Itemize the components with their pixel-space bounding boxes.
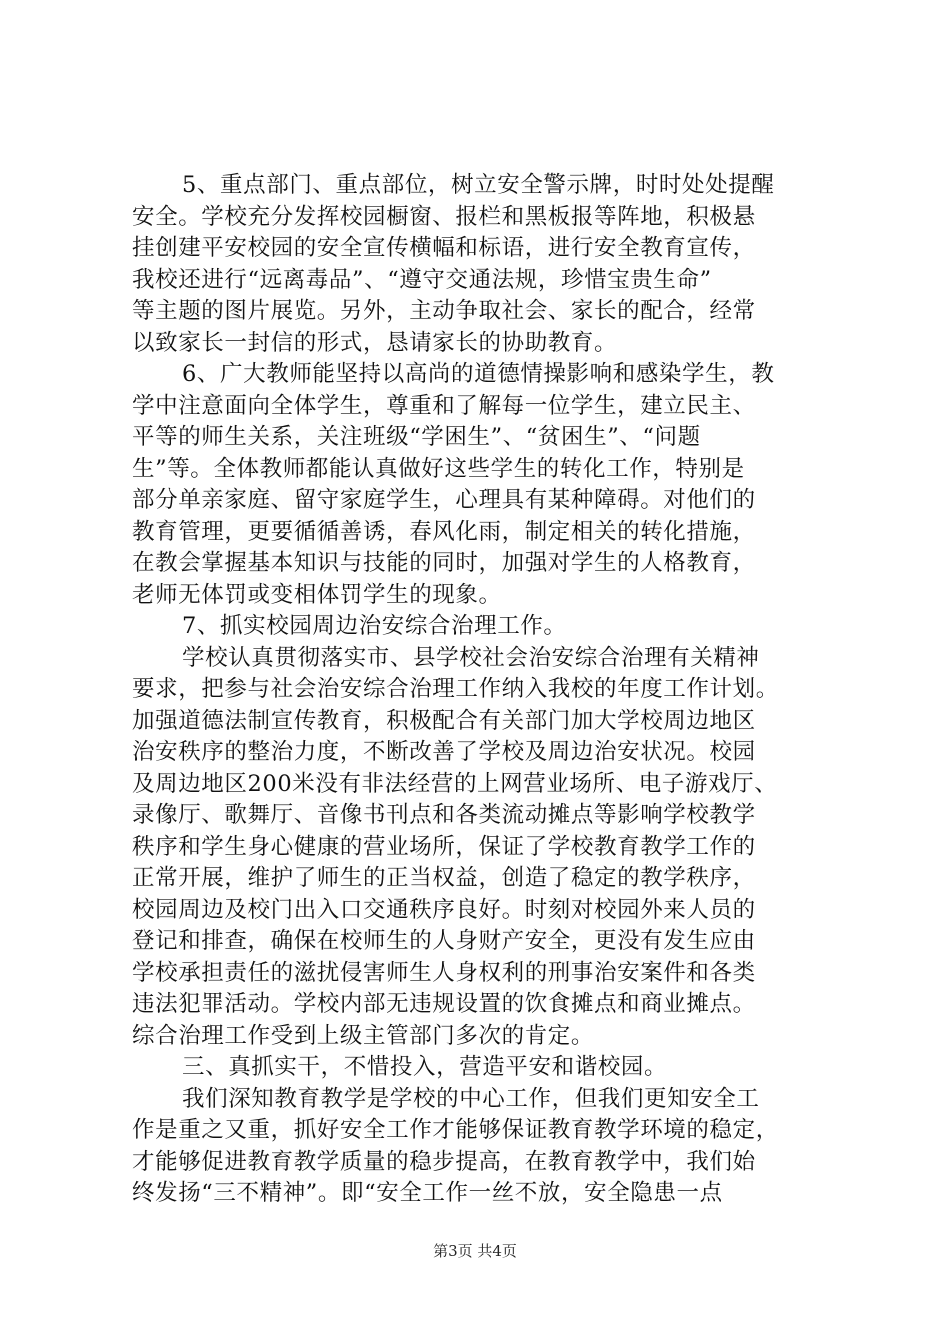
text-line: 校园周边及校门出入口交通秩序良好。时刻对校园外来人员的	[132, 896, 756, 923]
text-line: 才能够促进教育教学质量的稳步提高，在教育教学中，我们始	[132, 1148, 756, 1175]
text-line: 综合治理工作受到上级主管部门多次的肯定。	[132, 1022, 595, 1049]
text-line: 作是重之又重，抓好安全工作才能够保证教育教学环境的稳定，	[132, 1117, 779, 1143]
text-line: 老师无体罚或变相体罚学生的现象。	[132, 581, 502, 608]
text-line: 三、真抓实干，不惜投入，营造平安和谐校园。	[182, 1054, 668, 1080]
page-footer	[0, 1241, 950, 1261]
text-line: 要求，把参与社会治安综合治理工作纳入我校的年度工作计划。	[132, 676, 779, 702]
text-line: 正常开展，维护了师生的正当权益，创造了稳定的教学秩序，	[132, 865, 756, 891]
body-text	[132, 170, 886, 1210]
text-line: 终发扬“三不精神”。即“安全工作一丝不放，安全隐患一点	[132, 1180, 723, 1206]
text-line: 等主题的图片展览。另外，主动争取社会、家长的配合，经常	[132, 298, 756, 324]
text-line: 及周边地区200米没有非法经营的上网营业场所、电子游戏厅、	[132, 770, 778, 797]
text-line: 学校承担责任的滋扰侵害师生人身权利的刑事治安案件和各类	[132, 959, 756, 986]
text-line: 我校还进行“远离毒品”、“遵守交通法规，珍惜宝贵生命”	[132, 266, 712, 293]
text-line: 平等的师生关系，关注班级“学困生”、“贫困生”、“问题	[132, 424, 701, 450]
text-line: 以致家长一封信的形式，恳请家长的协助教育。	[132, 329, 618, 356]
text-line: 录像厅、歌舞厅、音像书刊点和各类流动摊点等影响学校教学	[132, 802, 756, 828]
text-line: 教育管理，更要循循善诱，春风化雨，制定相关的转化措施，	[132, 518, 756, 545]
page-number: 第3页 共4页	[433, 1242, 517, 1260]
text-line: 违法犯罪活动。学校内部无违规设置的饮食摊点和商业摊点。	[132, 991, 756, 1017]
text-line: 部分单亲家庭、留守家庭学生，心理具有某种障碍。对他们的	[132, 487, 756, 513]
text-line: 7、抓实校园周边治安综合治理工作。	[182, 613, 567, 639]
text-line: 加强道德法制宣传教育，积极配合有关部门加大学校周边地区	[132, 707, 756, 734]
text-line: 学中注意面向全体学生，尊重和了解每一位学生，建立民主、	[132, 392, 756, 419]
text-line: 6、广大教师能坚持以高尚的道德情操影响和感染学生，教	[182, 361, 775, 387]
text-line: 秩序和学生身心健康的营业场所，保证了学校教育教学工作的	[132, 833, 756, 860]
text-line: 登记和排查，确保在校师生的人身财产安全，更没有发生应由	[132, 928, 756, 954]
text-line: 我们深知教育教学是学校的中心工作，但我们更知安全工	[182, 1085, 760, 1112]
text-line: 挂创建平安校园的安全宣传横幅和标语，进行安全教育宣传，	[132, 235, 756, 261]
text-line: 安全。学校充分发挥校园橱窗、报栏和黑板报等阵地，积极悬	[132, 203, 756, 230]
text-line: 在教会掌握基本知识与技能的同时，加强对学生的人格教育，	[132, 550, 756, 576]
text-line: 生”等。全体教师都能认真做好这些学生的转化工作，特别是	[132, 455, 745, 482]
text-line: 治安秩序的整治力度，不断改善了学校及周边治安状况。校园	[132, 739, 756, 765]
text-line: 5、重点部门、重点部位，树立安全警示牌，时时处处提醒	[182, 172, 775, 198]
text-line: 学校认真贯彻落实市、县学校社会治安综合治理有关精神	[182, 644, 760, 671]
